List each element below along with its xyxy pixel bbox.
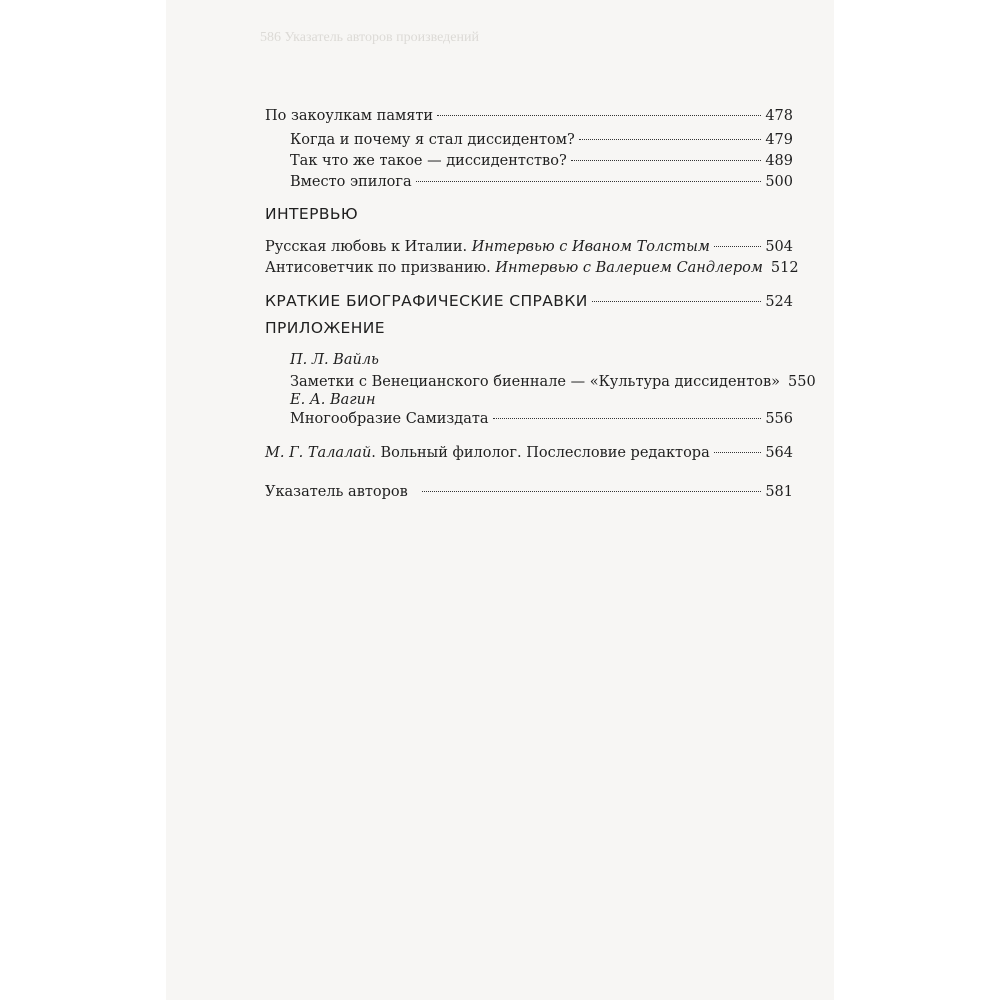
toc-entry-title: . Вольный филолог. Послесловие редактора [371,445,710,461]
toc-entry-page: 581 [765,484,793,500]
toc-entry-page: 556 [765,411,793,427]
leader-dots [437,115,761,116]
leader-dots [422,491,762,492]
toc-entry-subtitle: Интервью с Валерием Сандлером [495,260,763,276]
toc-entry-author-index[interactable] [265,482,793,502]
section-heading-interviews: ИНТЕРВЬЮ [265,205,359,223]
toc-entry-subtitle: Интервью с Иваном Толстым [471,239,710,255]
page-header-bleedthrough: 586 Указатель авторов произведений [260,30,479,45]
leader-dots [493,418,762,419]
leader-dots [714,452,762,453]
toc-entry-title: Когда и почему я стал диссидентом? [290,132,575,148]
toc-entry-title: По закоулкам памяти [265,108,434,124]
toc-entry-page: 500 [765,174,793,190]
toc-entry-author: М. Г. Талалай [265,445,372,461]
toc-entry-page: 504 [765,239,793,255]
toc-entry-page: 489 [765,153,793,169]
toc-entry-page: 512 [770,260,799,276]
leader-dots [571,160,762,161]
toc-entry-afterword[interactable] [265,443,793,463]
toc-entry-bio-notes[interactable] [265,291,793,312]
toc-entry-venice-biennale[interactable] [290,372,816,392]
toc-entry-page: 550 [788,374,816,390]
toc-entry-page: 564 [765,445,793,461]
leader-dots [579,139,761,140]
toc-entry-title: Указатель авторов [265,484,408,500]
section-heading-appendix: ПРИЛОЖЕНИЕ [265,319,385,337]
appendix-author-vagin: Е. А. Вагин [290,392,376,408]
toc-subentry-dissidentship[interactable] [290,151,793,171]
leader-dots [416,181,762,182]
toc-entry-samizdat[interactable] [290,409,793,429]
toc-entry-title: Вместо эпилога [290,174,412,190]
toc-subentry-epilogue[interactable] [290,172,793,192]
toc-subentry-dissident-why[interactable] [290,130,793,150]
leader-dots [714,246,761,247]
toc-entry-title: Антисоветчик по призванию. [265,260,491,276]
toc-entry-memory[interactable] [265,106,793,126]
toc-entry-interview-sandler[interactable] [265,258,799,278]
appendix-author-vail: П. Л. Вайль [290,352,379,368]
toc-entry-page: 524 [765,294,793,310]
toc-entry-interview-tolstoy[interactable] [265,237,793,257]
toc-entry-title: Так что же такое — диссидентство? [290,153,567,169]
toc-entry-page: 478 [765,108,793,124]
toc-entry-title: Заметки с Венецианского биеннале — «Культура диссидентов» [290,374,780,390]
leader-dots [592,301,762,302]
toc-entry-title: КРАТКИЕ БИОГРАФИЧЕСКИЕ СПРАВКИ [265,292,588,310]
toc-entry-title: Русская любовь к Италии. [265,239,468,255]
toc-entry-title: Многообразие Самиздата [290,411,489,427]
toc-entry-page: 479 [765,132,793,148]
